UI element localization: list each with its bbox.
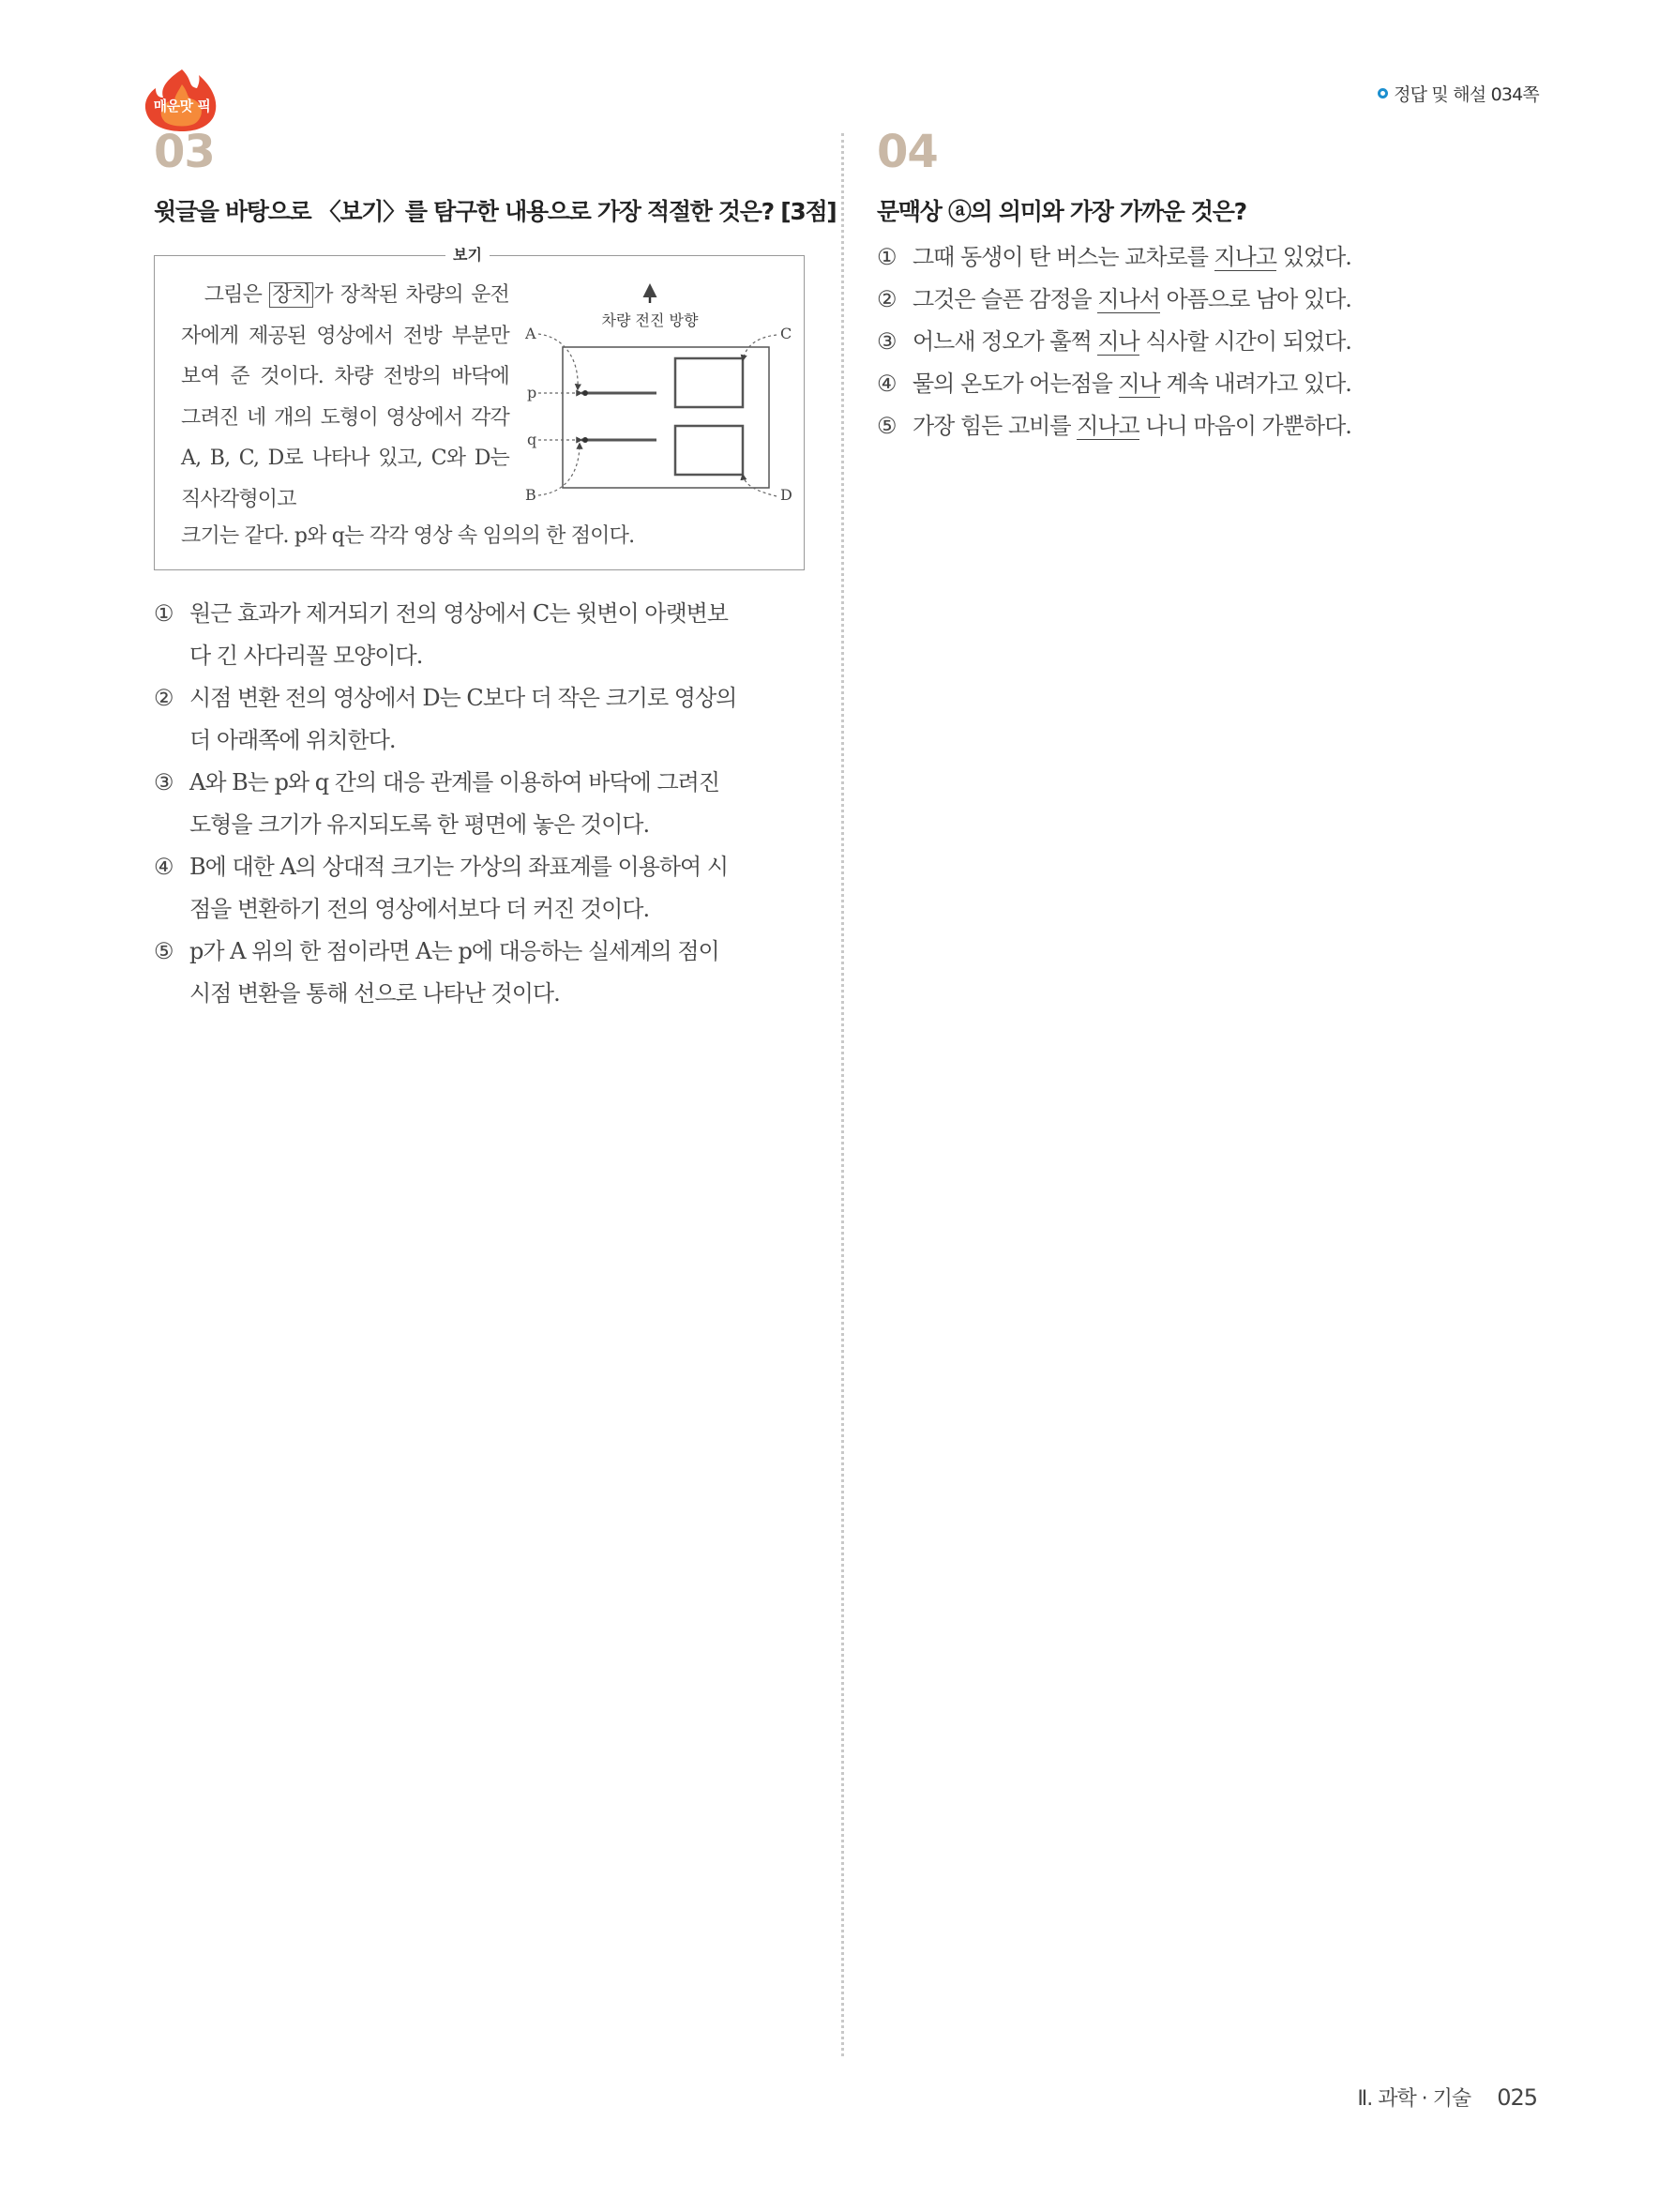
choice-03-1[interactable] [154, 593, 810, 677]
choices-04 [877, 236, 1515, 447]
choice-mark: ④ [154, 854, 173, 880]
choice-mark: ③ [154, 769, 173, 795]
bogi-text-after: 가 장착된 차량의 운전자에게 제공된 영상에서 전방 부분만 보여 준 것이다. 차량 전방의 바닥에 그려진 네 개의 도형이 영상에서 각각 A, B, C, D로 나타나 있고, C와 D는 직사각형이고 [181, 283, 509, 511]
bogi-label: 보기 [445, 243, 490, 265]
choice-line: 점을 변환하기 전의 영상에서보다 더 커진 것이다. [189, 896, 650, 922]
bogi-text-last: 크기는 같다. p와 q는 각각 영상 속 임의의 한 점이다. [181, 524, 635, 548]
choice-03-4[interactable] [154, 846, 810, 931]
leader-a [538, 334, 578, 389]
choice-mark: ① [154, 600, 173, 627]
choice-04-5[interactable] [877, 405, 1515, 447]
choice-text: 그것은 슬픈 감정을 [912, 286, 1098, 312]
choice-line: 시점 변환을 통해 선으로 나타난 것이다. [189, 980, 560, 1007]
bogi-box [154, 246, 805, 570]
label-a: A [525, 325, 536, 342]
choice-04-2[interactable] [877, 279, 1515, 321]
choice-03-3[interactable] [154, 762, 810, 846]
choice-text: 나니 마음이 가뿐하다. [1139, 413, 1351, 439]
underlined-word: 지나고 [1077, 413, 1139, 439]
label-p: p [527, 384, 537, 401]
choices-03 [154, 593, 810, 1015]
shape-d [675, 426, 743, 475]
answer-reference-text: 정답 및 해설 034쪽 [1394, 84, 1539, 105]
label-b: B [525, 486, 536, 504]
choice-mark: ⑤ [877, 413, 897, 439]
spicy-pick-badge [139, 68, 225, 133]
underlined-word: 지나 [1118, 371, 1160, 397]
circle-bullet-icon [1378, 88, 1388, 98]
question-title-04: 문맥상 ⓐ의 의미와 가장 가까운 것은? [877, 198, 1246, 225]
choice-line: 더 아래쪽에 위치한다. [189, 727, 396, 753]
choice-mark: ② [154, 685, 173, 711]
choice-04-1[interactable] [877, 236, 1515, 279]
label-d: D [780, 486, 792, 504]
choice-line: 원근 효과가 제거되기 전의 영상에서 C는 윗변이 아랫변보 [189, 600, 728, 627]
choice-04-3[interactable] [877, 321, 1515, 363]
choice-text: 아픔으로 남아 있다. [1159, 286, 1351, 312]
choice-text: 그때 동생이 탄 버스는 교차로를 [912, 244, 1214, 270]
footer-section: Ⅱ. 과학 · 기술 [1357, 2087, 1471, 2111]
choice-text: 물의 온도가 어는점을 [912, 371, 1119, 397]
underlined-word: 지나서 [1097, 286, 1160, 312]
camera-view-diagram [525, 275, 797, 505]
shape-c [675, 358, 743, 407]
badge-label: 매운맛 픽 [153, 98, 211, 114]
choice-line: B에 대한 A의 상대적 크기는 가상의 좌표계를 이용하여 시 [189, 854, 729, 880]
image-frame [563, 347, 769, 488]
question-number-03: 03 [154, 126, 215, 178]
choice-text: 가장 힘든 고비를 [912, 413, 1078, 439]
question-title-03: 윗글을 바탕으로 〈보기〉를 탐구한 내용으로 가장 적절한 것은? [3점] [154, 198, 837, 225]
bogi-text [181, 275, 509, 520]
choice-mark: ① [877, 244, 897, 270]
choice-03-5[interactable] [154, 931, 810, 1015]
choice-text: 식사할 시간이 되었다. [1139, 328, 1351, 355]
choice-mark: ② [877, 286, 897, 312]
choice-text: 있었다. [1276, 244, 1351, 270]
choice-line: 시점 변환 전의 영상에서 D는 C보다 더 작은 크기로 영상의 [189, 685, 737, 711]
direction-label: 차량 전진 방향 [601, 311, 699, 329]
bogi-text-before: 그림은 [204, 283, 270, 307]
underlined-word: 지나고 [1214, 244, 1277, 270]
point-p [582, 390, 588, 396]
choice-line: A와 B는 p와 q 간의 대응 관계를 이용하여 바닥에 그려진 [189, 769, 720, 795]
choice-line: p가 A 위의 한 점이라면 A는 p에 대응하는 실세계의 점이 [189, 938, 719, 964]
choice-line: 다 긴 사다리꼴 모양이다. [189, 643, 423, 669]
underlined-word: 지나 [1097, 328, 1139, 355]
question-number-04: 04 [877, 126, 938, 178]
answer-reference [1378, 81, 1539, 106]
choice-text: 계속 내려가고 있다. [1159, 371, 1351, 397]
choice-mark: ③ [877, 328, 897, 355]
column-divider [841, 133, 844, 2056]
label-q: q [527, 431, 537, 448]
choice-line: 도형을 크기가 유지되도록 한 평면에 놓은 것이다. [189, 811, 650, 838]
choice-mark: ⑤ [154, 938, 173, 964]
choice-mark: ④ [877, 371, 897, 397]
page-number: 025 [1497, 2084, 1537, 2111]
choice-04-4[interactable] [877, 363, 1515, 405]
point-q [582, 437, 588, 443]
leader-d [743, 475, 777, 496]
choice-text: 어느새 정오가 훌쩍 [912, 328, 1098, 355]
choice-03-2[interactable] [154, 677, 810, 762]
label-c: C [780, 325, 792, 342]
page-footer [1357, 2083, 1537, 2112]
bogi-boxed-word: 장치 [269, 282, 313, 308]
